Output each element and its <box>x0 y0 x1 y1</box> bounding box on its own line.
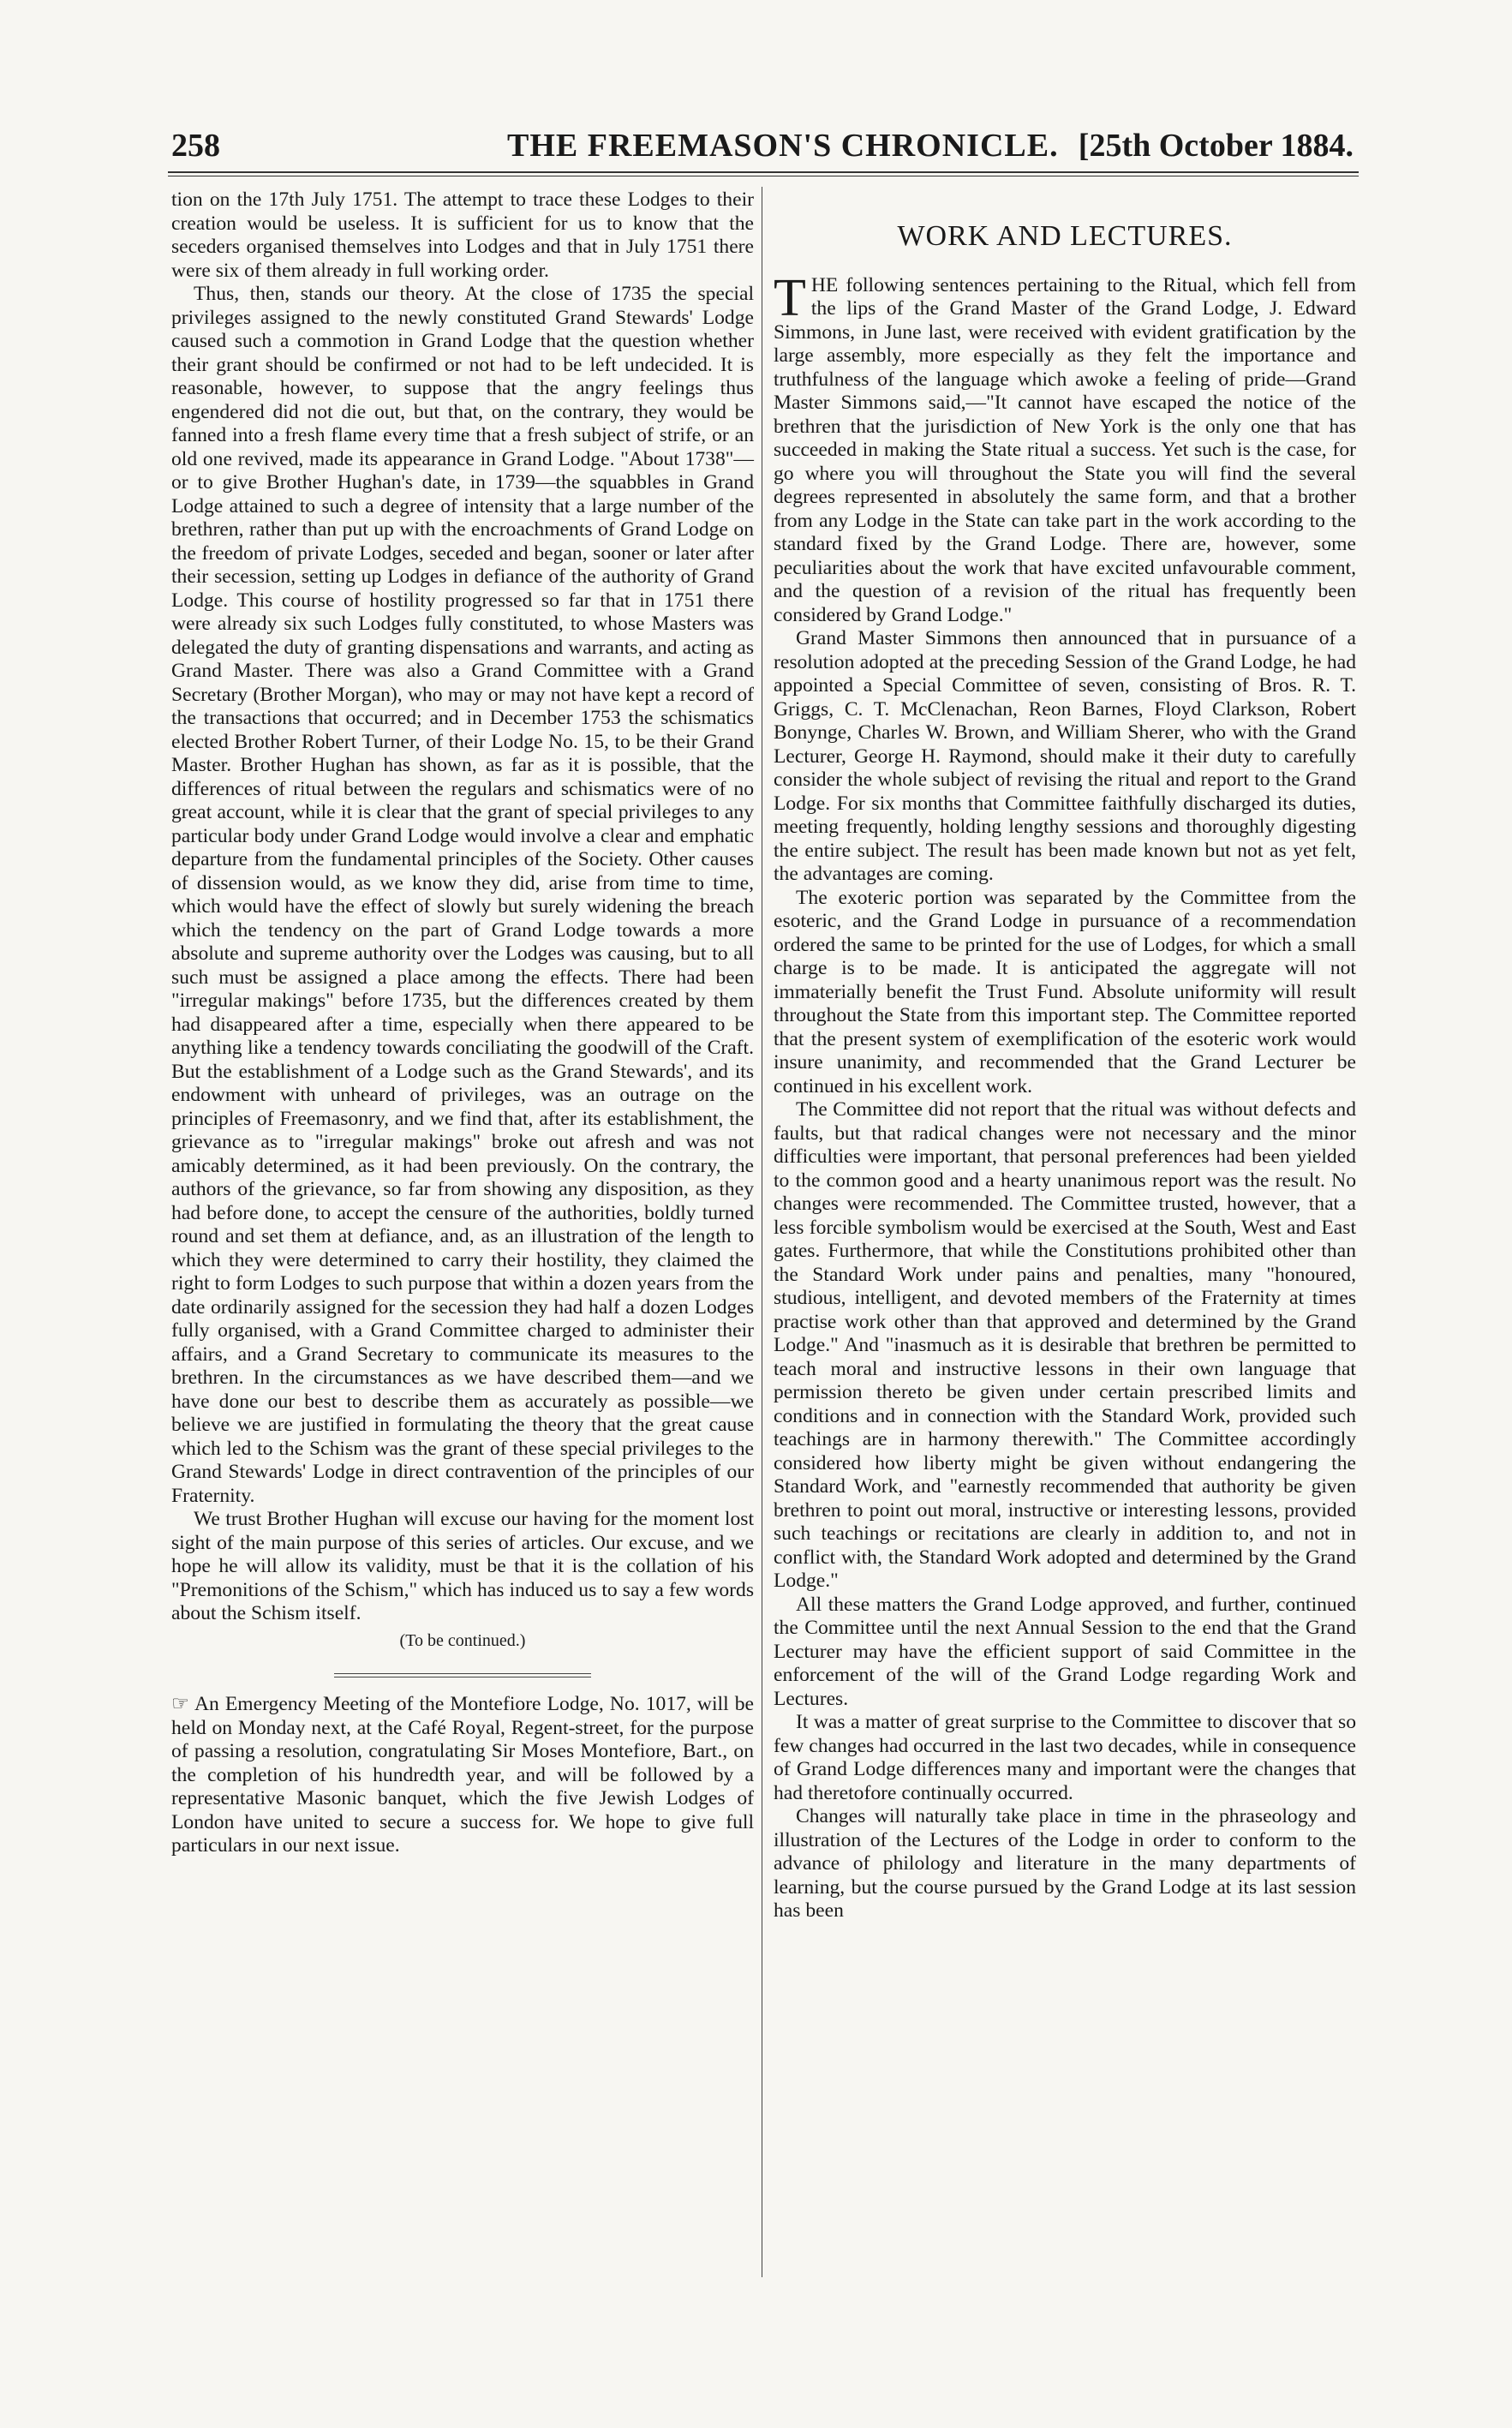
left-column <box>171 188 754 1858</box>
drop-cap: T <box>774 268 806 327</box>
publication-title: THE FREEMASON'S CHRONICLE. <box>507 128 1059 164</box>
header-rule <box>168 171 1359 173</box>
article-paragraph: Changes will naturally take place in time in the phraseology and illustration of the Lectures of the Lodge in order to conform to the advance of philology and literature in the many departments of learning, but the course pursued by the Grand Lodge at its last session has been <box>774 1805 1356 1922</box>
masthead <box>171 127 1354 168</box>
article-paragraph: Thus, then, stands our theory. At the close of 1735 the special privileges assigned to the newly constituted Grand Stewards' Lodge caused such a commotion in Grand Lodge that the question whether their grant should be confirmed or not had to be left undecided. It is reasonable, however, to suppose that the angry feelings thus engendered did not die out, but that, on the contrary, they would be fanned into a fresh flame every time that a fresh subject of strife, or an old one revived, made its appearance in Grand Lodge. "About 1738"—or to give Brother Hughan's date, in 1739—the squabbles in Grand Lodge attained to such a degree of intensity that a large number of the brethren, rather than put up with the encroachments of Grand Lodge on the freedom of private Lodges, seceded and began, sooner or later after their secession, setting up Lodges in defiance of the authority of Grand Lodge. This course of hostility progressed so far that in 1751 there were already six such Lodges fully constituted, to whose Masters was delegated the duty of granting dispensations and warrants, and acting as Grand Master. There was also a Grand Committee with a Grand Secretary (Brother Morgan), who may or may not have kept a record of the transactions that occurred; and in December 1753 the schismatics elected Brother Robert Turner, of their Lodge No. 15, to be their Grand Master. Brother Hughan has shown, as far as it is possible, that the differences of ritual between the regulars and schismatics were of no great account, while it is clear that the grant of special privileges to any particular body under Grand Lodge would involve a clear and emphatic departure from the fundamental principles of the Society. Other causes of dissension would, as we know they did, arise from time to time, which would have the effect of slowly but surely widening the breach which the tendency on the part of Grand Lodge towards a more absolute and supreme authority over the Lodges was causing, but to all such must be assigned a place among the effects. There had been "irregular makings" before 1735, but the differences created by them had disappeared after a time, especially when there appeared to be anything like a tendency towards conciliating the goodwill of the Craft. But the establishment of a Lodge such as the Grand Stewards', and its endowment with unheard of privileges, was an outrage on the principles of Freemasonry, and we find that, after its establishment, the grievance as to "irregular makings" broke out afresh and was not amicably determined, as it had been previously. On the contrary, the authors of the grievance, so far from showing any disposition, as they had before done, to accept the censure of the authorities, boldly turned round and set them at defiance, and, as an illustration of the length to which they were determined to carry their hostility, they claimed the right to form Lodges to such purpose that within a dozen years from the date ordinarily assigned for the secession they had half a dozen Lodges fully organised, with a Grand Committee charged to administer their affairs, and a Grand Secretary to communicate its measures to the brethren. In the circumstances as we have described them—and we have done our best to describe them as accurately as possible—we believe we are justified in formulating the theory that the great cause which led to the Schism was the grant of these special privileges to the Grand Stewards' Lodge in direct contravention of the principles of our Fraternity. <box>171 283 754 1507</box>
section-title: WORK AND LECTURES. <box>897 220 1233 252</box>
article-paragraph: Grand Master Simmons then announced that in pursuance of a resolution adopted at the preceding Session of the Grand Lodge, he had appointed a Special Committee of seven, consisting of Bros. R. T. Griggs, C. T. McClenachan, Reon Barnes, Floyd Clarkson, Robert Bonynge, Charles W. Brown, and William Sherer, who with the Grand Lecturer, George H. Raymond, should make it their duty to carefully consider the whole subject of revising the ritual and report to the Grand Lodge. For six months that Committee faithfully discharged its duties, meeting frequently, holding lengthy sessions and thoroughly digesting the entire subject. The result has been made known but not as yet felt, the advantages are coming. <box>774 627 1356 885</box>
article-paragraph <box>774 268 1356 628</box>
first-paragraph-text: HE following sentences pertaining to the Ritual, which fell from the lips of the Grand Master of the Grand Lodge, J. Edward Simmons, in June last, were received with evident gratification by the large assembly, more especially as they felt the importance and truthfulness of the language which awoke a feeling of pride—Grand Master Simmons said,—"It cannot have escaped the notice of the brethren that the jurisdiction of New York is the only one that has succeeded in making the State ritual a success. Yet such is the case, for go where you will throughout the State you will find the several degrees represented in absolutely the same form, and that a brother from any Lodge in the State can take part in the work according to the standard fixed by the Grand Lodge. There are, however, some peculiarities about the work that have excited unfavourable comment, and the question of a revision of the ritual has frequently been considered by Grand Lodge." <box>774 273 1356 626</box>
article-paragraph: The Committee did not report that the ritual was without defects and faults, but that radical changes were not necessary and the minor difficulties were important, that personal preferences had been yielded to the common good and a hearty unanimous report was the result. No changes were recommended. The Committee trusted, however, that a less forcible symbolism would be exercised at the South, West and East gates. Furthermore, that while the Constitutions prohibited other than the Standard Work under pains and penalties, many "honoured, studious, intelligent, and devoted members of the Fraternity at times practise work other than that approved and determined by the Grand Lodge." And "inasmuch as it is desirable that brethren be permitted to teach moral and instructive lessons in their own language that permission thereto be given under certain prescribed limits and conditions and in connection with the Standard Work, provided such teachings are in harmony therewith." The Committee accordingly considered how liberty might be given without endangering the Standard Work, and "earnestly recommended that authority be given brethren to point out moral, instructive or interesting lessons, provided such teachings or recitations are clearly in addition to, and not in conflict with, the Standard Work adopted and determined by the Grand Lodge." <box>774 1098 1356 1592</box>
article-paragraph: We trust Brother Hughan will excuse our having for the moment lost sight of the main purpose of this series of articles. Our excuse, and we hope he will allow its validity, must be that it is the collation of his "Premonitions of the Schism," which has induced us to say a few words about the Schism itself. <box>171 1508 754 1624</box>
article-paragraph: All these matters the Grand Lodge approved, and further, continued the Committee until the next Annual Session to the end that the Grand Lecturer may have the efficient support of said Committee in the enforcement of the will of the Grand Lodge regarding Work and Lectures. <box>774 1593 1356 1710</box>
article-paragraph: tion on the 17th July 1751. The attempt to trace these Lodges to their creation would be useless. It is sufficient for us to know that the seceders organised themselves into Lodges and that in July 1751 there were six of them already in full working order. <box>171 188 754 282</box>
section-rule <box>334 1673 591 1677</box>
article-paragraph: It was a matter of great surprise to the Committee to discover that so few changes had occurred in the last two decades, while in consequence of Grand Lodge differences many and important were the changes that had theretofore continually occurred. <box>774 1711 1357 1804</box>
right-column <box>774 199 1356 1923</box>
issue-date: [25th October 1884. <box>1078 128 1354 164</box>
to-be-continued: (To be continued.) <box>399 1630 526 1650</box>
article-paragraph: The exoteric portion was separated by the Committee from the esoteric, and the Grand Lodge in pursuance of a recommendation ordered the same to be printed for the use of Lodges, for which a small charge is to be made. It is anticipated the aggregate will not immaterially benefit the Trust Fund. Absolute uniformity will result throughout the State from this important step. The Committee reported that the present system of exemplification of the esoteric work would insure unanimity, and recommended that the Grand Lecturer be continued in his excellent work. <box>774 886 1356 1097</box>
lodge-notice: ☞ An Emergency Meeting of the Montefiore Lodge, No. 1017, will be held on Monday next, at the Café Royal, Regent-street, for the purpose of passing a resolution, congratulating Sir Moses Montefiore, Bart., on the completion of his hundredth year, and will be followed by a representative Masonic banquet, which the five Jewish Lodges of London have united to secure a success for. We hope to give full particulars in our next issue. <box>171 1693 754 1857</box>
page-number: 258 <box>171 128 220 164</box>
